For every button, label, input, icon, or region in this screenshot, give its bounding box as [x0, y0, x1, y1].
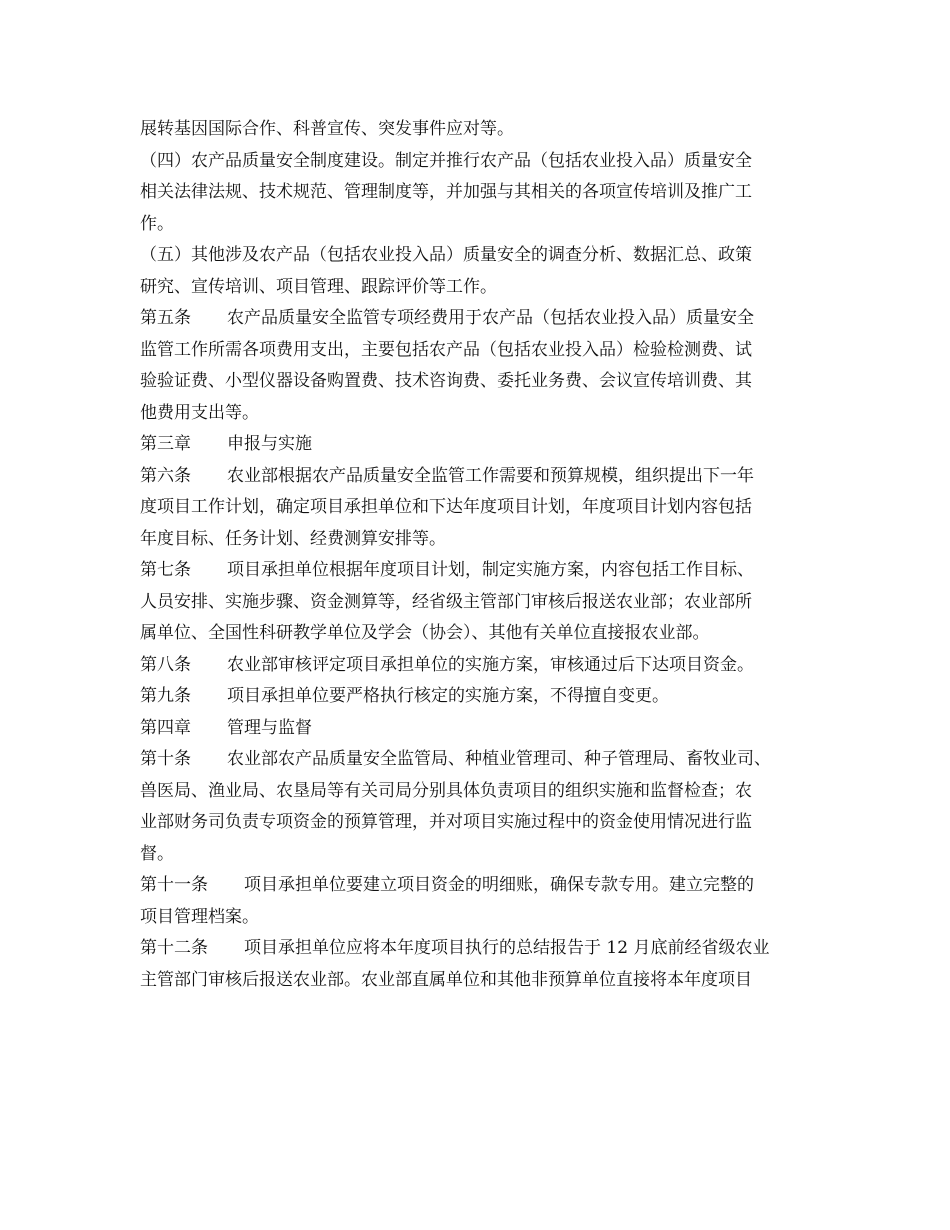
- text-line: [140, 618, 820, 650]
- article-heading: 第六条: [140, 465, 191, 486]
- line-text: 属单位、全国性科研教学单位及学会（协会）、其他有关单位直接报农业部。: [140, 623, 710, 643]
- line-text: 农业部农产品质量安全监管局、种植业管理司、种子管理局、畜牧业司、: [227, 749, 771, 769]
- text-line: [140, 965, 820, 997]
- text-line: [140, 114, 820, 146]
- line-text: 业部财务司负责专项资金的预算管理，并对项目实施过程中的资金使用情况进行监: [140, 812, 752, 832]
- text-line: [140, 933, 820, 965]
- text-line: [140, 650, 820, 682]
- text-line: [140, 555, 820, 587]
- line-text: 展转基因国际合作、科普宣传、突发事件应对等。: [140, 119, 514, 139]
- line-text: 农业部根据农产品质量安全监管工作需要和预算规模，组织提出下一年: [227, 465, 754, 486]
- text-line: [140, 209, 820, 241]
- text-line: [140, 272, 820, 304]
- document-body: [140, 114, 820, 996]
- line-text: 人员安排、实施步骤、资金测算等，经省级主管部门审核后报送农业部；农业部所: [140, 591, 752, 612]
- line-text: 他费用支出等。: [140, 402, 259, 423]
- article-heading: 第三章: [140, 434, 191, 454]
- line-text: 度项目工作计划，确定项目承担单位和下达年度项目计划，年度项目计划内容包括: [140, 497, 752, 517]
- line-text: 农业部审核评定项目承担单位的实施方案，审核通过后下达项目资金。: [227, 654, 754, 675]
- text-line: [140, 335, 820, 367]
- text-line: [140, 461, 820, 493]
- line-text: 项目承担单位应将本年度项目执行的总结报告于 12 月底前经省级农业: [244, 938, 770, 958]
- text-line: [140, 429, 820, 461]
- article-heading: 第九条: [140, 686, 191, 706]
- line-text: 管理与监督: [227, 717, 312, 738]
- text-line: [140, 524, 820, 556]
- text-line: [140, 398, 820, 430]
- text-line: [140, 681, 820, 713]
- text-line: [140, 303, 820, 335]
- line-text: 年度目标、任务计划、经费测算安排等。: [140, 528, 446, 549]
- text-line: [140, 146, 820, 178]
- article-heading: 第十一条: [140, 875, 208, 895]
- text-line: [140, 807, 820, 839]
- text-line: [140, 492, 820, 524]
- line-text: 农产品质量安全监管专项经费用于农产品（包括农业投入品）质量安全: [227, 308, 754, 328]
- text-line: [140, 713, 820, 745]
- line-text: 主管部门审核后报送农业部。农业部直属单位和其他非预算单位直接将本年度项目: [140, 969, 752, 990]
- text-line: [140, 744, 820, 776]
- line-text: 验验证费、小型仪器设备购置费、技术咨询费、委托业务费、会议宣传培训费、其: [140, 371, 752, 391]
- line-text: 研究、宣传培训、项目管理、跟踪评价等工作。: [140, 276, 497, 297]
- line-text: 监管工作所需各项费用支出，主要包括农产品（包括农业投入品）检验检测费、试: [140, 339, 752, 360]
- article-heading: 第十条: [140, 749, 191, 769]
- article-heading: 第五条: [140, 308, 191, 328]
- line-text: 督。: [140, 843, 174, 864]
- line-text: 申报与实施: [227, 434, 312, 454]
- line-text: 项目承担单位要建立项目资金的明细账，确保专款专用。建立完整的: [244, 875, 754, 895]
- text-line: [140, 177, 820, 209]
- text-line: [140, 839, 820, 871]
- line-text: 相关法律法规、技术规范、管理制度等，并加强与其相关的各项宣传培训及推广工: [140, 182, 752, 202]
- text-line: [140, 366, 820, 398]
- line-text: 项目承担单位根据年度项目计划，制定实施方案，内容包括工作目标、: [227, 560, 754, 580]
- line-text: （四）农产品质量安全制度建设。制定并推行农产品（包括农业投入品）质量安全: [140, 150, 752, 171]
- text-line: [140, 240, 820, 272]
- text-line: [140, 870, 820, 902]
- article-heading: 第四章: [140, 717, 191, 738]
- article-heading: 第十二条: [140, 938, 208, 958]
- text-line: [140, 902, 820, 934]
- text-line: [140, 776, 820, 808]
- article-heading: 第八条: [140, 654, 191, 675]
- line-text: （五）其他涉及农产品（包括农业投入品）质量安全的调查分析、数据汇总、政策: [140, 245, 752, 265]
- text-line: [140, 587, 820, 619]
- line-text: 兽医局、渔业局、农垦局等有关司局分别具体负责项目的组织实施和监督检查；农: [140, 780, 752, 801]
- line-text: 项目承担单位要严格执行核定的实施方案，不得擅自变更。: [227, 686, 669, 706]
- line-text: 作。: [140, 213, 174, 234]
- article-heading: 第七条: [140, 560, 191, 580]
- line-text: 项目管理档案。: [140, 906, 259, 927]
